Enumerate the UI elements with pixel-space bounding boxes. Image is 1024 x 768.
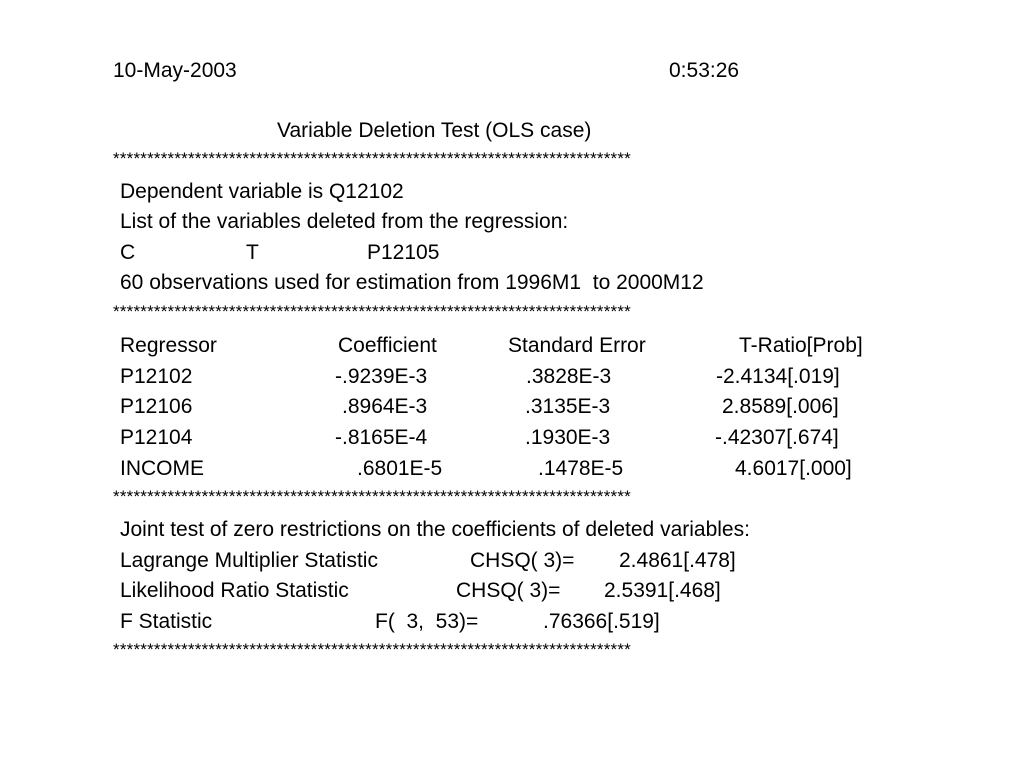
table-cell: 4.6017[.000] [735, 457, 852, 480]
table-cell: .3828E-3 [526, 365, 612, 388]
column-header: Coefficient [338, 334, 437, 357]
table-cell: .8964E-3 [342, 395, 428, 418]
table-cell: -.8165E-4 [335, 426, 428, 449]
report-time: 0:53:26 [669, 59, 740, 82]
statistic-expression: CHSQ( 3)= [470, 549, 575, 572]
separator-line: **************************************************************************** [113, 641, 631, 658]
deleted-variable: P12105 [367, 241, 440, 264]
table-cell: .1478E-5 [538, 457, 624, 480]
table-cell: P12106 [120, 395, 193, 418]
column-header: Standard Error [508, 334, 646, 357]
table-cell: -.42307[.674] [715, 426, 839, 449]
table-row [120, 366, 900, 390]
joint-test-line [120, 580, 900, 604]
table-cell: P12102 [120, 365, 193, 388]
table-cell: -.9239E-3 [335, 365, 428, 388]
table-cell: 2.8589[.006] [722, 395, 839, 418]
table-cell: P12104 [120, 426, 193, 449]
statistic-value: .76366[.519] [543, 610, 660, 633]
observations-text: 60 observations used for estimation from 1996M1 to 2000M12 [120, 271, 704, 294]
dependent-variable-text: Dependent variable is Q12102 [120, 180, 404, 203]
table-cell: .3135E-3 [525, 395, 611, 418]
statistic-expression: CHSQ( 3)= [456, 579, 561, 602]
separator-line: **************************************************************************** [113, 488, 631, 505]
joint-test-line [120, 611, 900, 635]
statistic-label: Lagrange Multiplier Statistic [120, 549, 378, 572]
deleted-variables-caption: List of the variables deleted from the regression: [120, 210, 569, 233]
table-cell: INCOME [120, 457, 204, 480]
statistic-expression: F( 3, 53)= [375, 610, 479, 633]
column-header: T-Ratio[Prob] [739, 334, 863, 357]
separator-line: **************************************************************************** [113, 303, 631, 320]
deleted-variable: T [246, 241, 259, 264]
joint-test-line [120, 550, 900, 574]
table-cell: .6801E-5 [357, 457, 443, 480]
deleted-variable: C [120, 241, 136, 264]
statistic-value: 2.5391[.468] [604, 579, 721, 602]
joint-test-caption: Joint test of zero restrictions on the coefficients of deleted variables: [120, 518, 750, 541]
statistic-label: F Statistic [120, 610, 213, 633]
report-title: Variable Deletion Test (OLS case) [277, 119, 592, 142]
table-row [120, 458, 900, 482]
report-date: 10-May-2003 [113, 59, 237, 82]
table-header-row [120, 335, 900, 359]
statistic-value: 2.4861[.478] [619, 549, 736, 572]
column-header: Regressor [120, 334, 217, 357]
table-row [120, 396, 900, 420]
statistic-label: Likelihood Ratio Statistic [120, 579, 349, 602]
separator-line: **************************************************************************** [113, 150, 631, 167]
table-cell: .1930E-3 [525, 426, 611, 449]
table-row [120, 427, 900, 451]
table-cell: -2.4134[.019] [716, 365, 840, 388]
